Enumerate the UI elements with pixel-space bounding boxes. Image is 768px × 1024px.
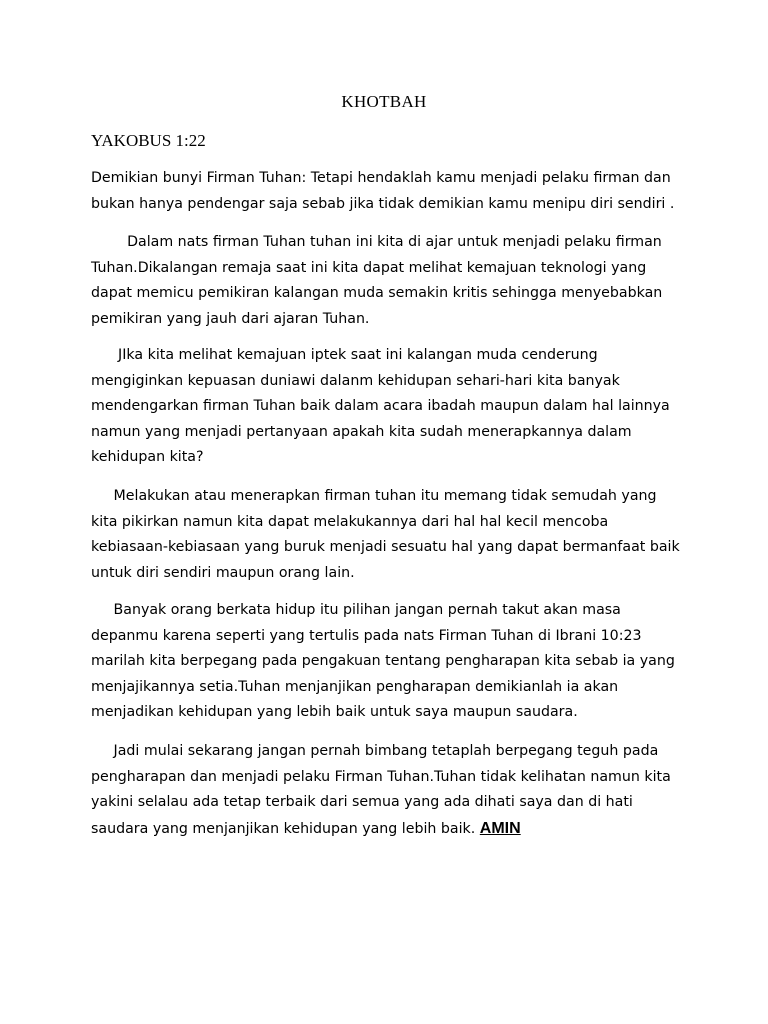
paragraph-line: untuk diri sendiri maupun orang lain. — [91, 564, 355, 581]
verse-reference: YAKOBUS 1:22 — [91, 131, 206, 150]
paragraph-5 — [91, 598, 691, 726]
paragraph-4 — [91, 484, 691, 586]
paragraph-1 — [91, 166, 691, 217]
paragraph-line: pemikiran yang jauh dari ajaran Tuhan. — [91, 310, 370, 327]
paragraph-line: Melakukan atau menerapkan firman tuhan itu memang tidak semudah yang — [91, 488, 657, 504]
paragraph-line-text: saudara yang menjanjikan kehidupan yang lebih baik. — [91, 820, 480, 837]
paragraph-line: mengiginkan kepuasan duniawi dalanm kehidupan sehari-hari kita banyak — [91, 372, 620, 389]
paragraph-2 — [91, 230, 691, 332]
paragraph-line: kita pikirkan namun kita dapat melakukannya dari hal hal kecil mencoba — [91, 513, 609, 530]
sermon-title: KHOTBAH — [341, 92, 427, 111]
paragraph-line: menjajikannya setia.Tuhan menjanjikan pengharapan demikianlah ia akan — [91, 678, 619, 695]
paragraph-line: JIka kita melihat kemajuan iptek saat ini kalangan muda cenderung — [91, 347, 598, 363]
paragraph-3 — [91, 343, 691, 471]
paragraph-line: dapat memicu pemikiran kalangan muda semakin kritis sehingga menyebabkan — [91, 285, 663, 302]
paragraph-line: Jadi mulai sekarang jangan pernah bimbang tetaplah berpegang teguh pada — [91, 743, 659, 759]
paragraph-line: menjadikan kehidupan yang lebih baik untuk saya maupun saudara. — [91, 704, 578, 721]
closing-amin: AMIN — [479, 819, 521, 837]
paragraph-line: marilah kita berpegang pada pengakuan tentang pengharapan kita sebab ia yang — [91, 653, 675, 670]
paragraph-line: kebiasaan-kebiasaan yang buruk menjadi sesuatu hal yang dapat bermanfaat baik — [91, 539, 680, 556]
paragraph-line: mendengarkan firman Tuhan baik dalam acara ibadah maupun dalam hal lainnya — [91, 398, 670, 415]
paragraph-line: Demikian bunyi Firman Tuhan: Tetapi hendaklah kamu menjadi pelaku firman dan — [91, 170, 671, 186]
paragraph-line — [91, 816, 691, 843]
paragraph-line: yakini selalau ada tetap terbaik dari semua yang ada dihati saya dan di hati — [91, 794, 633, 811]
paragraph-line: Tuhan.Dikalangan remaja saat ini kita dapat melihat kemajuan teknologi yang — [91, 259, 647, 276]
paragraph-line: Banyak orang berkata hidup itu pilihan jangan pernah takut akan masa — [91, 602, 621, 618]
paragraph-line: pengharapan dan menjadi pelaku Firman Tuhan.Tuhan tidak kelihatan namun kita — [91, 768, 671, 785]
paragraph-6 — [91, 739, 691, 842]
paragraph-line: Dalam nats firman Tuhan tuhan ini kita di ajar untuk menjadi pelaku firman — [91, 234, 662, 250]
paragraph-line: namun yang menjadi pertanyaan apakah kita sudah menerapkannya dalam — [91, 423, 632, 440]
paragraph-line: kehidupan kita? — [91, 449, 204, 466]
paragraph-line: bukan hanya pendengar saja sebab jika tidak demikian kamu menipu diri sendiri . — [91, 195, 675, 212]
paragraph-line: depanmu karena seperti yang tertulis pada nats Firman Tuhan di Ibrani 10:23 — [91, 627, 642, 644]
